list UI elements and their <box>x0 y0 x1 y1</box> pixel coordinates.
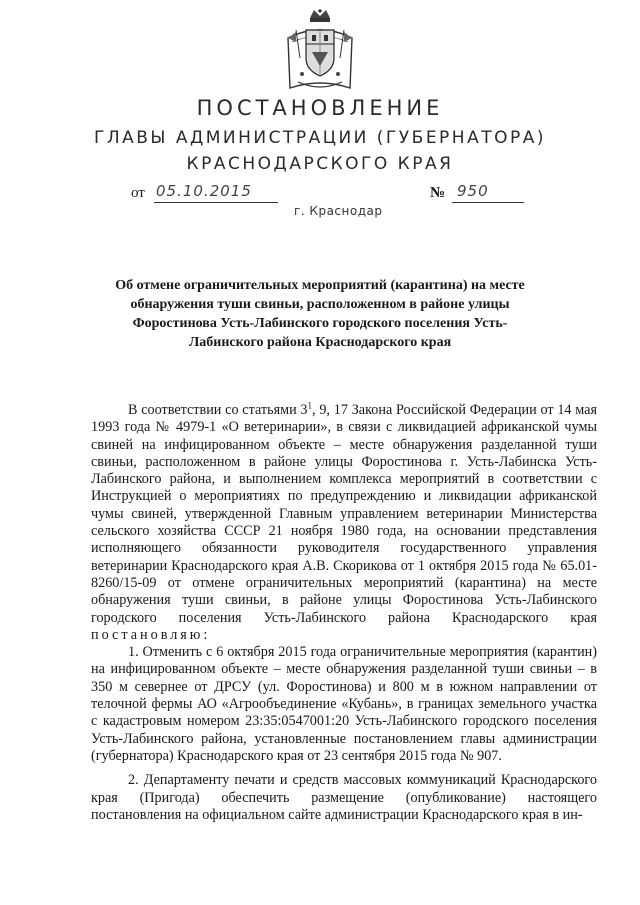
number-prefix: № <box>430 185 446 201</box>
city-label: г. Краснодар <box>294 204 383 218</box>
paragraph-item-1: 1. Отменить с 6 октября 2015 года ограничительные мероприятия (карантин) на инфицированном объекте – месте обнаружения разделанной туши свиньи – в 350 м севернее от ДРСУ (ул. Фоpостинова) и 800 м в южном направлении от телочной фермы АО «Агрообъединение «Кубань», в границах земельного участка с кадастровым номером 23:35:0547001:20 Усть-Лабинского городского поселения Усть-Лабинского района, установленные постановлением главы администрации (губернатора) Краснодарского края от 23 сентября 2015 года № 907. <box>91 644 597 764</box>
coat-of-arms-icon <box>282 8 358 94</box>
article-superscript: 1 <box>307 400 313 411</box>
document-type-heading: ПОСТАНОВЛЕНИЕ <box>196 96 444 120</box>
region-heading: КРАСНОДАРСКОГО КРАЯ <box>186 154 454 174</box>
date-value: 05.10.2015 <box>156 182 252 200</box>
issuer-heading: ГЛАВЫ АДМИНИСТРАЦИИ (ГУБЕРНАТОРА) <box>93 128 547 148</box>
decree-word: постановляю: <box>91 626 211 643</box>
number-value: 950 <box>457 182 489 200</box>
preamble-text-start: В соответствии со статьями 3 <box>128 402 308 418</box>
preamble-text-rest: , 9, 17 Закона Российской Федерации от 14 мая 1993 года № 4979-1 «О ветеринарии», в связи с ликвидацией африканской чумы свиней на инфицированном объекте – месте обнаружения разделанной туши свиньи, расположенном в районе улицы Фоpостинова г. Усть-Лабинска Усть-Лабинского района, и выполнением комплекса мероприятий в соответствии с Инструкцией о мероприятиях по предупреждению и ликвидации африканской чумы свиней, утвержденной Главным управлением ветеринарии Министерства сельского хозяйства СССР 21 ноября 1980 года, на основании представления исполняющего обязанности руководителя государственного управления ветеринарии Краснодарского края А.В. Скорикова от 1 октября 2015 года № 65.01-8260/15-09 от отмене ограничительных мероприятий (карантина) на месте обнаружения туши свиньи, в районе улицы Фоpостинова Усть-Лабинского городского поселения Усть-Лабинского района Краснодарского края <box>91 402 597 626</box>
paragraph-item-2: 2. Департаменту печати и средств массовых коммуникаций Краснодарского края (Пригода) обеспечить размещение (опубликование) настоящего постановления на официальном сайте администрации Краснодарского края в ин- <box>91 772 597 823</box>
paragraph-preamble <box>91 402 597 644</box>
number-underline <box>452 202 524 203</box>
date-underline <box>154 202 278 203</box>
document-body <box>91 402 597 824</box>
document-title: Об отмене ограничительных мероприятий (карантина) на месте обнаружения туши свиньи, расположенном в районе улицы Фоpостинова Усть-Лабинского городского поселения Усть-Лабинского района Краснодарского края <box>115 278 525 350</box>
date-prefix: от <box>131 185 145 201</box>
